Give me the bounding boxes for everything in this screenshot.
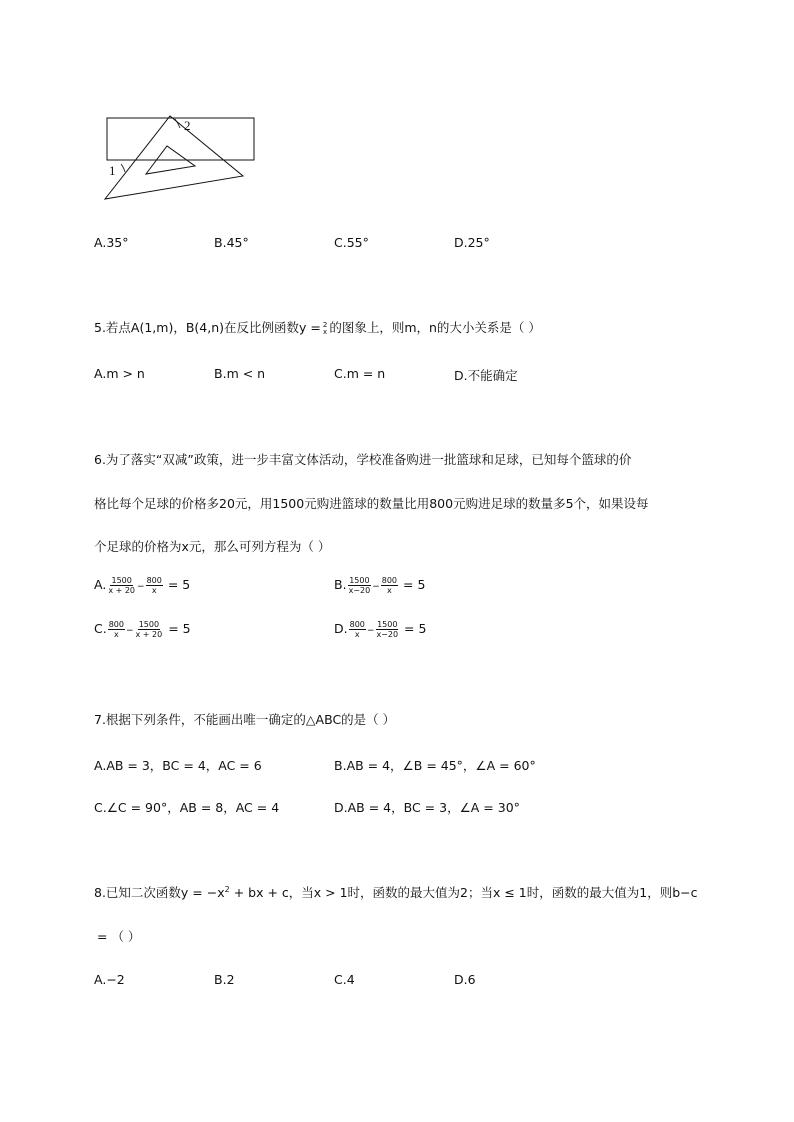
q5-option-d[interactable]: D.不能确定 <box>454 368 518 383</box>
q4-option-c[interactable]: C.55° <box>334 235 369 250</box>
q6-option-d[interactable]: D. $\frac{800}{x}$ − $\frac{1500}{x-20}$ = 5 <box>334 620 427 639</box>
angle-1-label: 1 <box>109 163 116 178</box>
q6-option-b[interactable]: B. $\frac{1500}{x-20}$ − $\frac{800}{x}$ = 5 <box>334 576 426 595</box>
q5-stem: 5.若点A(1,m)，B(4,n)在反比例函数y = 2 x 的图象上，则m，n的大小关系是（ ） <box>94 320 541 336</box>
q5-option-b[interactable]: B.m < n <box>214 366 266 381</box>
q8-option-d[interactable]: D.6 <box>454 972 476 987</box>
q7-option-d[interactable]: D.AB = 4，BC = 3，∠A = 30° <box>334 800 520 815</box>
q6-stem-line1: 6.为了落实“双减”政策，进一步丰富文体活动，学校准备购进一批篮球和足球，已知每个篮球的价 <box>94 452 632 467</box>
q6-option-a[interactable]: A. $\frac{1500}{x + 20}$ − $\frac{800}{x}$ = 5 <box>94 576 191 595</box>
triangle-ruler-diagram <box>100 110 260 205</box>
q4-option-a[interactable]: A.35° <box>94 235 129 250</box>
q7-option-c[interactable]: C.∠C = 90°，AB = 8，AC = 4 <box>94 800 280 815</box>
q8-option-b[interactable]: B.2 <box>214 972 235 987</box>
angle1-arc <box>121 164 125 172</box>
outer-triangle <box>105 116 243 199</box>
q4-option-b[interactable]: B.45° <box>214 235 249 250</box>
q7-stem: 7.根据下列条件，不能画出唯一确定的△ABC的是（ ） <box>94 712 396 727</box>
q8-stem-line2: = （ ） <box>97 929 141 944</box>
q5-option-a[interactable]: A.m > n <box>94 366 145 381</box>
q8-option-c[interactable]: C.4 <box>334 972 355 987</box>
q6-stem-line2: 格比每个足球的价格多20元，用1500元购进篮球的数量比用800元购进足球的数量多5个，如果设每 <box>94 496 649 511</box>
q8-stem-line1: 8.已知二次函数$y = -x^2$ + bx + c，当x > 1时，函数的最大值为2；当x ≤ 1时，函数的最大值为1，则b−c <box>94 884 698 900</box>
q6-option-c[interactable]: C. $\frac{800}{x}$ − $\frac{1500}{x + 20}$ = 5 <box>94 620 191 639</box>
geometry-figure <box>100 110 260 205</box>
q8-option-a[interactable]: A.−2 <box>94 972 125 987</box>
q7-option-a[interactable]: A.AB = 3，BC = 4，AC = 6 <box>94 758 262 773</box>
q5-fraction: 2 x <box>322 320 328 336</box>
q5-option-c[interactable]: C.m = n <box>334 366 386 381</box>
q4-option-d[interactable]: D.25° <box>454 235 490 250</box>
q7-option-b[interactable]: B.AB = 4，∠B = 45°，∠A = 60° <box>334 758 536 773</box>
q6-stem-line3: 个足球的价格为x元，那么可列方程为（ ） <box>94 539 331 554</box>
angle-2-label: 2 <box>184 118 191 133</box>
